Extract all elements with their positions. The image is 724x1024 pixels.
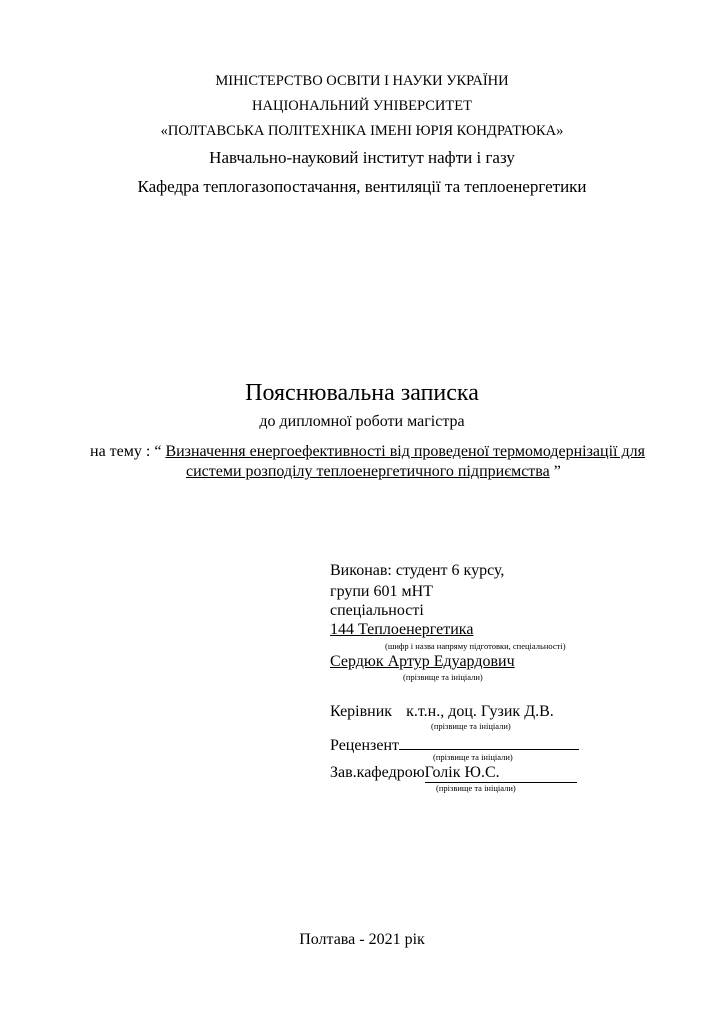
student-name-caption: (прізвище та ініціали) [403, 672, 483, 682]
student-name: Сердюк Артур Едуардович [330, 653, 515, 670]
head-label: Зав.кафедрою [330, 764, 425, 781]
topic-line-2 [186, 463, 561, 481]
topic-text-1: Визначення енергоефективності від проведеної термомодернізації для [165, 443, 645, 460]
specialty-value: 144 Теплоенергетика [330, 621, 474, 638]
supervisor-value: к.т.н., доц. Гузик Д.В. [406, 703, 554, 720]
reviewer-caption: (прізвище та ініціали) [433, 752, 513, 762]
student-group: групи 601 мНТ [330, 583, 433, 600]
head-caption: (прізвище та ініціали) [436, 783, 516, 793]
performed-by: Виконав: студент 6 курсу, [330, 562, 505, 579]
institute-name: Навчально-науковий інститут нафти і газу [209, 148, 515, 167]
topic-text-2: системи розподілу теплоенергетичного підприємства [186, 463, 550, 480]
specialty-label: спеціальності [330, 602, 424, 619]
supervisor-row [330, 703, 554, 721]
university-heading: НАЦІОНАЛЬНИЙ УНІВЕРСИТЕТ [252, 98, 472, 114]
document-subtitle: до дипломної роботи магістра [259, 413, 465, 430]
document-title: Пояснювальна записка [245, 380, 479, 406]
ministry-heading: МІНІСТЕРСТВО ОСВІТИ І НАУКИ УКРАЇНИ [215, 73, 509, 89]
specialty-caption: (шифр і назва напряму підготовки, спеціальності) [385, 641, 566, 651]
city-year: Полтава - 2021 рік [299, 931, 425, 948]
topic-line-1 [90, 443, 645, 461]
department-name: Кафедра теплогазопостачання, вентиляції та теплоенергетики [137, 177, 587, 196]
head-row [330, 764, 577, 783]
supervisor-label: Керівник [330, 703, 393, 720]
supervisor-caption: (прізвище та ініціали) [431, 721, 511, 731]
reviewer-blank-line [399, 734, 579, 750]
topic-suffix: ” [549, 463, 561, 480]
reviewer-label: Рецензент [330, 737, 399, 754]
head-value: Голік Ю.С. [425, 764, 577, 783]
university-name: «ПОЛТАВСЬКА ПОЛІТЕХНІКА ІМЕНІ ЮРІЯ КОНДРАТЮКА» [160, 123, 564, 139]
topic-prefix: на тему : “ [90, 443, 166, 460]
